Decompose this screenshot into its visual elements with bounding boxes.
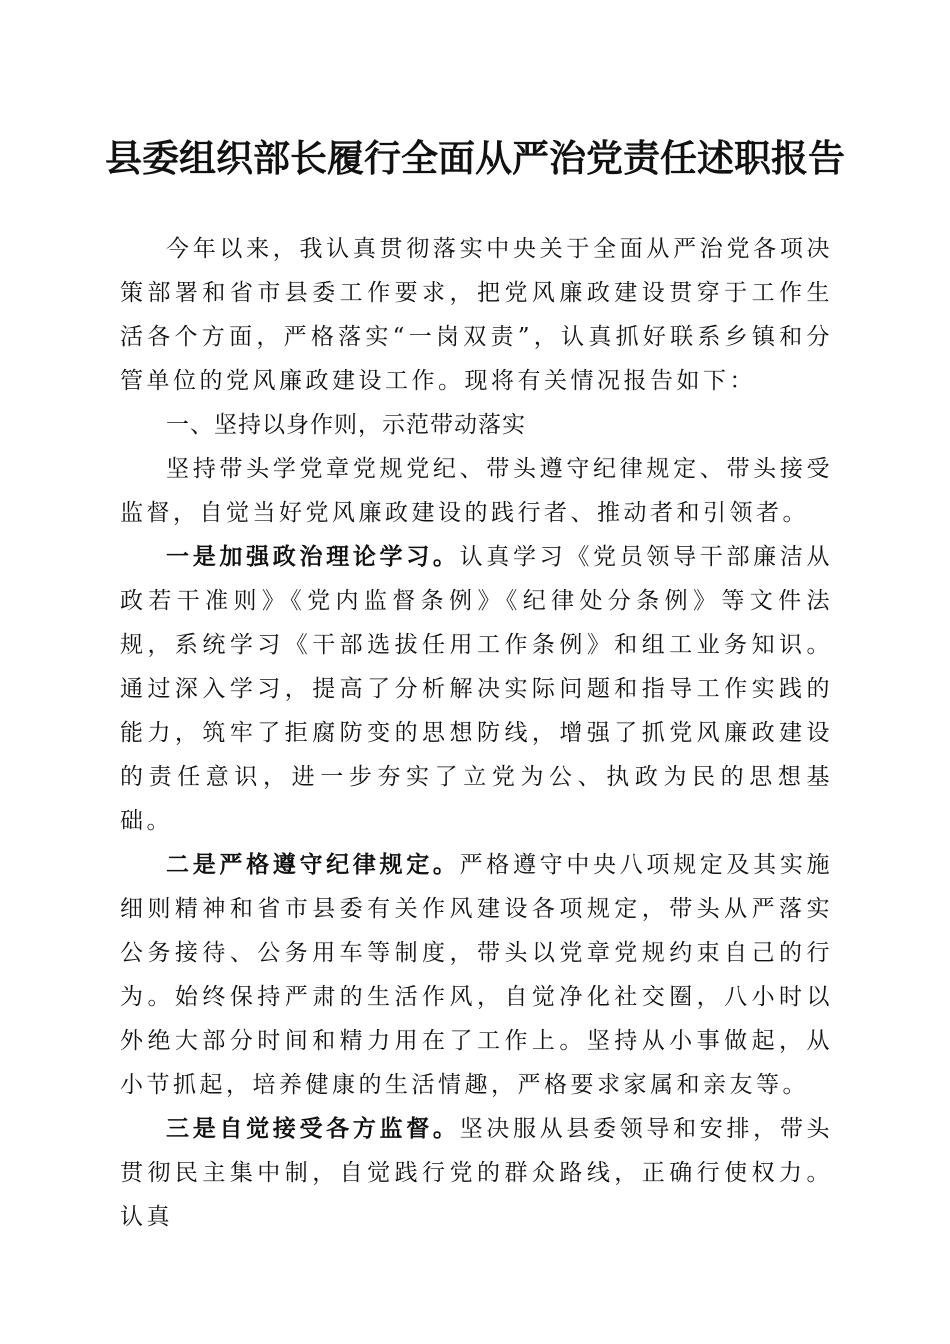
section-heading-1: 一、坚持以身作则，示范带动落实 bbox=[166, 412, 526, 438]
section-summary: 坚持带头学党章党规党纪、带头遵守纪律规定、带头接受监督，自觉当好党风廉政建设的践行者、推动者和引领者。 bbox=[120, 456, 833, 526]
item-paragraph-2 bbox=[120, 843, 833, 1107]
document-body bbox=[120, 227, 833, 1239]
item-lead-2: 二是严格遵守纪律规定。 bbox=[166, 851, 460, 878]
item-text-3: 坚决服从县委领导和安排，带头贯彻民主集中制，自觉践行党的群众路线，正确行使权力。认真 bbox=[120, 1116, 833, 1230]
item-lead-3: 三是自觉接受各方监督。 bbox=[166, 1115, 460, 1142]
item-lead-1: 一是加强政治理论学习。 bbox=[166, 543, 460, 570]
item-text-1: 认真学习《党员领导干部廉洁从政若干准则》《党内监督条例》《纪律处分条例》等文件法规，系统学习《干部选拔任用工作条例》和组工业务知识。通过深入学习，提高了分析解决实际问题和指导工作实践的能力，筑牢了拒腐防变的思想防线，增强了抓党风廉政建设的责任意识，进一步夯实了立党为公、执政为民的思想基础。 bbox=[120, 544, 833, 834]
item-text-2: 严格遵守中央八项规定及其实施细则精神和省市县委有关作风建设各项规定，带头从严落实公务接待、公务用车等制度，带头以党章党规约束自己的行为。始终保持严肃的生活作风，自觉净化社交圈，八小时以外绝大部分时间和精力用在了工作上。坚持从小事做起，从小节抓起，培养健康的生活情趣，严格要求家属和亲友等。 bbox=[120, 852, 833, 1098]
item-paragraph-1 bbox=[120, 535, 833, 843]
item-paragraph-3 bbox=[120, 1107, 833, 1239]
document-title: 县委组织部长履行全面从严治党责任述职报告 bbox=[105, 136, 845, 180]
intro-paragraph: 今年以来，我认真贯彻落实中央关于全面从严治党各项决策部署和省市县委工作要求，把党风廉政建设贯穿于工作生活各个方面，严格落实“一岗双责”，认真抓好联系乡镇和分管单位的党风廉政建设工作。现将有关情况报告如下： bbox=[120, 236, 833, 394]
